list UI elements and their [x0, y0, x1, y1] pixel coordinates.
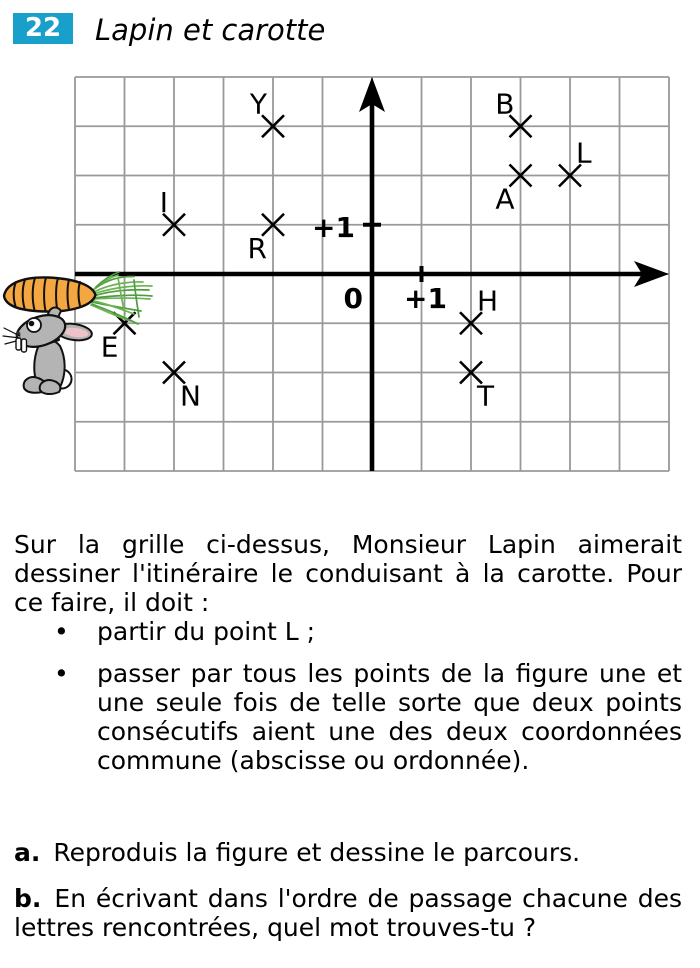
question-b	[14, 884, 682, 942]
x-unit-label: +1	[404, 282, 447, 315]
point-label-Y: Y	[249, 87, 267, 121]
point-label-R: R	[247, 231, 267, 265]
y-unit-label: +1	[312, 210, 355, 244]
rabbit-icon	[3, 307, 93, 394]
point-label-T: T	[477, 379, 495, 413]
coordinate-grid-svg	[0, 70, 700, 480]
carrot-icon	[4, 277, 96, 311]
origin-label: 0	[343, 282, 363, 315]
point-label-E: E	[100, 330, 119, 364]
point-label-I: I	[159, 185, 168, 219]
question-a	[14, 838, 682, 867]
point-label-A: A	[495, 182, 515, 216]
intro-paragraph: Sur la grille ci-dessus, Monsieur Lapin aimerait dessiner l'itinéraire le conduisant à la carotte. Pour ce faire, il doit :	[14, 530, 682, 617]
rabbit-carrot-illustration	[3, 272, 152, 394]
carrot-leaves-icon	[91, 272, 152, 324]
point-label-B: B	[495, 87, 515, 121]
bullet-list	[14, 617, 682, 775]
point-label-H: H	[477, 284, 499, 318]
question-b-text: En écrivant dans l'ordre de passage chacune des lettres rencontrées, quel mot trouves-tu ?	[14, 884, 682, 942]
bullet-item: • passer par tous les points de la figure une et une seule fois de telle sorte que deux points consécutifs aient une des deux coordonnées commune (abscisse ou ordonnée).	[14, 659, 682, 775]
questions	[14, 838, 682, 942]
exercise-title: Lapin et carotte	[95, 13, 326, 47]
point-label-N: N	[180, 379, 201, 413]
exercise-number-badge: 22	[13, 13, 73, 44]
question-b-label: b.	[14, 884, 42, 913]
question-a-text: Reproduis la figure et dessine le parcours.	[53, 838, 581, 867]
bullet-item: • partir du point L ;	[14, 617, 682, 646]
point-label-L: L	[576, 136, 592, 170]
question-a-label: a.	[14, 838, 41, 867]
coordinate-grid-figure	[0, 70, 700, 480]
